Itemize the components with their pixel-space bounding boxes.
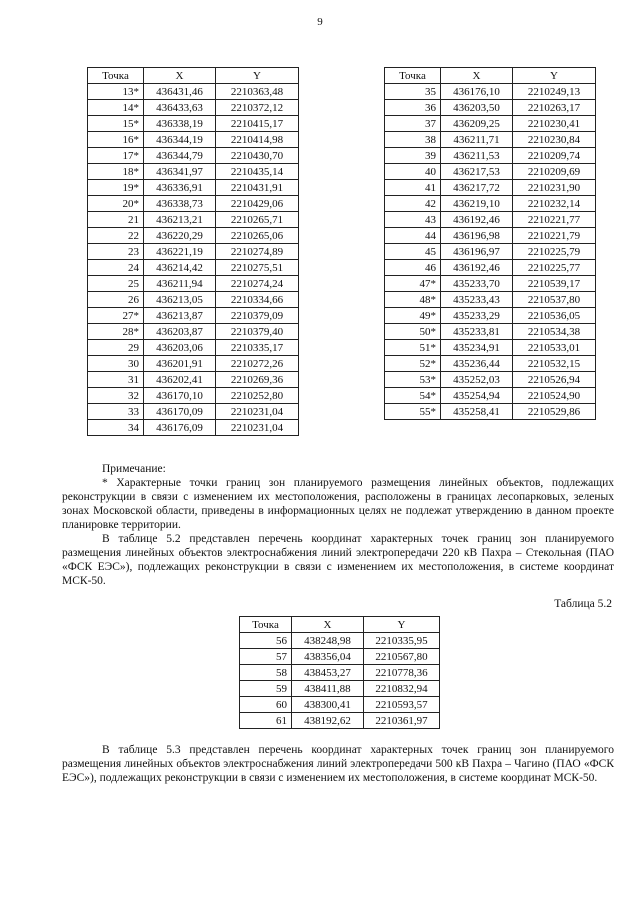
x-coordinate: 436203,06 (144, 340, 216, 356)
point-number: 60 (240, 697, 292, 713)
point-number: 50* (385, 324, 441, 340)
header-x: X (441, 68, 513, 84)
y-coordinate: 2210431,91 (216, 180, 299, 196)
point-number: 15* (88, 116, 144, 132)
point-number: 44 (385, 228, 441, 244)
x-coordinate: 436336,91 (144, 180, 216, 196)
x-coordinate: 436203,87 (144, 324, 216, 340)
table-header-row (240, 617, 440, 633)
point-number: 36 (385, 100, 441, 116)
point-number: 46 (385, 260, 441, 276)
y-coordinate: 2210539,17 (513, 276, 596, 292)
header-y: Y (513, 68, 596, 84)
table-row (385, 404, 596, 420)
y-coordinate: 2210274,89 (216, 244, 299, 260)
y-coordinate: 2210529,86 (513, 404, 596, 420)
y-coordinate: 2210526,94 (513, 372, 596, 388)
point-number: 40 (385, 164, 441, 180)
header-x: X (292, 617, 364, 633)
x-coordinate: 435234,91 (441, 340, 513, 356)
y-coordinate: 2210265,06 (216, 228, 299, 244)
table-row (88, 308, 299, 324)
paragraph-table-5-3: В таблице 5.3 представлен перечень координат характерных точек границ зон планируемого размещения линейных объектов электроснабжения линий электропередачи 500 кВ Пахра – Чагино (ПАО «ФСК ЕЭС»), подлежащих реконструкции в связи с изменением их местоположения, в системе координат МСК-50. (62, 744, 614, 784)
y-coordinate: 2210232,14 (513, 196, 596, 212)
table-row (88, 164, 299, 180)
y-coordinate: 2210524,90 (513, 388, 596, 404)
y-coordinate: 2210335,95 (364, 633, 440, 649)
y-coordinate: 2210372,12 (216, 100, 299, 116)
point-number: 33 (88, 404, 144, 420)
point-number: 28* (88, 324, 144, 340)
x-coordinate: 436211,94 (144, 276, 216, 292)
x-coordinate: 436209,25 (441, 116, 513, 132)
table-row (385, 100, 596, 116)
table-row (88, 292, 299, 308)
y-coordinate: 2210832,94 (364, 681, 440, 697)
y-coordinate: 2210230,84 (513, 132, 596, 148)
table-row (240, 633, 440, 649)
note-section (62, 462, 614, 588)
point-number: 49* (385, 308, 441, 324)
table-row (240, 713, 440, 729)
x-coordinate: 435252,03 (441, 372, 513, 388)
point-number: 19* (88, 180, 144, 196)
point-number: 24 (88, 260, 144, 276)
table-5-2-caption: Таблица 5.2 (554, 598, 612, 610)
table-row (88, 324, 299, 340)
x-coordinate: 436213,21 (144, 212, 216, 228)
table-row (385, 388, 596, 404)
x-coordinate: 436192,46 (441, 260, 513, 276)
y-coordinate: 2210225,79 (513, 244, 596, 260)
table-row (88, 388, 299, 404)
y-coordinate: 2210209,74 (513, 148, 596, 164)
point-number: 27* (88, 308, 144, 324)
y-coordinate: 2210379,40 (216, 324, 299, 340)
y-coordinate: 2210334,66 (216, 292, 299, 308)
table-row (88, 228, 299, 244)
y-coordinate: 2210221,77 (513, 212, 596, 228)
coordinates-table-left (87, 67, 299, 436)
point-number: 54* (385, 388, 441, 404)
table-row (88, 100, 299, 116)
table-row (88, 372, 299, 388)
y-coordinate: 2210231,04 (216, 420, 299, 436)
point-number: 38 (385, 132, 441, 148)
y-coordinate: 2210252,80 (216, 388, 299, 404)
point-number: 56 (240, 633, 292, 649)
y-coordinate: 2210269,36 (216, 372, 299, 388)
y-coordinate: 2210536,05 (513, 308, 596, 324)
x-coordinate: 436211,53 (441, 148, 513, 164)
table-row (88, 356, 299, 372)
table-row (385, 356, 596, 372)
table-row (88, 340, 299, 356)
point-number: 51* (385, 340, 441, 356)
x-coordinate: 438192,62 (292, 713, 364, 729)
x-coordinate: 436344,79 (144, 148, 216, 164)
x-coordinate: 435233,70 (441, 276, 513, 292)
table-row (385, 276, 596, 292)
table-header-row (385, 68, 596, 84)
y-coordinate: 2210534,38 (513, 324, 596, 340)
y-coordinate: 2210263,17 (513, 100, 596, 116)
y-coordinate: 2210567,80 (364, 649, 440, 665)
table-row (385, 244, 596, 260)
point-number: 42 (385, 196, 441, 212)
y-coordinate: 2210231,90 (513, 180, 596, 196)
x-coordinate: 436211,71 (441, 132, 513, 148)
table-row (240, 649, 440, 665)
table-row (88, 180, 299, 196)
x-coordinate: 438356,04 (292, 649, 364, 665)
point-number: 14* (88, 100, 144, 116)
x-coordinate: 435254,94 (441, 388, 513, 404)
paragraph-5-3-section (62, 743, 614, 785)
x-coordinate: 438248,98 (292, 633, 364, 649)
paragraph-table-5-2: В таблице 5.2 представлен перечень координат характерных точек границ зон планируемого размещения линейных объектов электроснабжения линий электропередачи 220 кВ Пахра – Стекольная (ПАО «ФСК ЕЭС»), подлежащих реконструкции в связи с изменением их местоположения, в системе координат МСК-50. (62, 533, 614, 587)
header-x: X (144, 68, 216, 84)
coordinates-table-right (384, 67, 596, 420)
table-row (385, 84, 596, 100)
table-header-row (88, 68, 299, 84)
note-text: * Характерные точки границ зон планируемого размещения линейных объектов, подлежащих реконструкции в связи с изменением их местоположения, расположены в границах лесопарковых, зеленых зонах Московской области, приведены в информационных целях не подлежат утверждению в данном проекте планировке территории. (62, 477, 614, 531)
y-coordinate: 2210230,41 (513, 116, 596, 132)
y-coordinate: 2210537,80 (513, 292, 596, 308)
x-coordinate: 436214,42 (144, 260, 216, 276)
x-coordinate: 436338,19 (144, 116, 216, 132)
coordinates-table-5-2 (239, 616, 440, 729)
y-coordinate: 2210533,01 (513, 340, 596, 356)
x-coordinate: 436219,10 (441, 196, 513, 212)
header-y: Y (216, 68, 299, 84)
table-row (385, 324, 596, 340)
point-number: 59 (240, 681, 292, 697)
table-row (88, 148, 299, 164)
y-coordinate: 2210335,17 (216, 340, 299, 356)
point-number: 29 (88, 340, 144, 356)
x-coordinate: 438453,27 (292, 665, 364, 681)
x-coordinate: 435236,44 (441, 356, 513, 372)
point-number: 39 (385, 148, 441, 164)
point-number: 20* (88, 196, 144, 212)
y-coordinate: 2210361,97 (364, 713, 440, 729)
table-row (240, 697, 440, 713)
x-coordinate: 436202,41 (144, 372, 216, 388)
table-row (385, 308, 596, 324)
table-row (385, 132, 596, 148)
point-number: 47* (385, 276, 441, 292)
table-row (385, 372, 596, 388)
table-row (385, 148, 596, 164)
point-number: 17* (88, 148, 144, 164)
header-point: Точка (385, 68, 441, 84)
x-coordinate: 436176,09 (144, 420, 216, 436)
table-row (88, 260, 299, 276)
y-coordinate: 2210414,98 (216, 132, 299, 148)
table-row (385, 260, 596, 276)
point-number: 41 (385, 180, 441, 196)
table-row (385, 196, 596, 212)
table-row (385, 292, 596, 308)
table-row (240, 681, 440, 697)
x-coordinate: 436217,53 (441, 164, 513, 180)
point-number: 34 (88, 420, 144, 436)
point-number: 58 (240, 665, 292, 681)
x-coordinate: 438300,41 (292, 697, 364, 713)
table-row (385, 164, 596, 180)
header-point: Точка (240, 617, 292, 633)
y-coordinate: 2210429,06 (216, 196, 299, 212)
table-row (385, 116, 596, 132)
table-row (88, 212, 299, 228)
point-number: 16* (88, 132, 144, 148)
table-row (88, 196, 299, 212)
table-row (385, 228, 596, 244)
table-row (88, 404, 299, 420)
header-point: Точка (88, 68, 144, 84)
point-number: 57 (240, 649, 292, 665)
x-coordinate: 436170,09 (144, 404, 216, 420)
x-coordinate: 436201,91 (144, 356, 216, 372)
x-coordinate: 435233,29 (441, 308, 513, 324)
table-row (240, 665, 440, 681)
table-row (88, 132, 299, 148)
point-number: 55* (385, 404, 441, 420)
y-coordinate: 2210430,70 (216, 148, 299, 164)
table-row (88, 276, 299, 292)
x-coordinate: 436203,50 (441, 100, 513, 116)
x-coordinate: 436433,63 (144, 100, 216, 116)
x-coordinate: 436196,98 (441, 228, 513, 244)
table-row (385, 180, 596, 196)
point-number: 21 (88, 212, 144, 228)
y-coordinate: 2210435,14 (216, 164, 299, 180)
y-coordinate: 2210272,26 (216, 356, 299, 372)
x-coordinate: 435233,43 (441, 292, 513, 308)
x-coordinate: 436217,72 (441, 180, 513, 196)
page-number: 9 (317, 16, 323, 28)
point-number: 22 (88, 228, 144, 244)
y-coordinate: 2210415,17 (216, 116, 299, 132)
x-coordinate: 436344,19 (144, 132, 216, 148)
point-number: 31 (88, 372, 144, 388)
point-number: 13* (88, 84, 144, 100)
x-coordinate: 436338,73 (144, 196, 216, 212)
table-row (88, 244, 299, 260)
x-coordinate: 436170,10 (144, 388, 216, 404)
x-coordinate: 435233,81 (441, 324, 513, 340)
x-coordinate: 436196,97 (441, 244, 513, 260)
point-number: 53* (385, 372, 441, 388)
y-coordinate: 2210274,24 (216, 276, 299, 292)
x-coordinate: 436176,10 (441, 84, 513, 100)
x-coordinate: 436220,29 (144, 228, 216, 244)
header-y: Y (364, 617, 440, 633)
point-number: 37 (385, 116, 441, 132)
point-number: 35 (385, 84, 441, 100)
y-coordinate: 2210593,57 (364, 697, 440, 713)
point-number: 48* (385, 292, 441, 308)
table-row (88, 84, 299, 100)
y-coordinate: 2210363,48 (216, 84, 299, 100)
y-coordinate: 2210231,04 (216, 404, 299, 420)
point-number: 18* (88, 164, 144, 180)
y-coordinate: 2210225,77 (513, 260, 596, 276)
point-number: 32 (88, 388, 144, 404)
point-number: 26 (88, 292, 144, 308)
x-coordinate: 435258,41 (441, 404, 513, 420)
y-coordinate: 2210249,13 (513, 84, 596, 100)
point-number: 52* (385, 356, 441, 372)
point-number: 43 (385, 212, 441, 228)
point-number: 23 (88, 244, 144, 260)
x-coordinate: 436213,87 (144, 308, 216, 324)
table-row (385, 212, 596, 228)
x-coordinate: 436192,46 (441, 212, 513, 228)
y-coordinate: 2210275,51 (216, 260, 299, 276)
table-row (88, 116, 299, 132)
x-coordinate: 436221,19 (144, 244, 216, 260)
y-coordinate: 2210221,79 (513, 228, 596, 244)
note-title: Примечание: (102, 463, 166, 475)
point-number: 45 (385, 244, 441, 260)
y-coordinate: 2210209,69 (513, 164, 596, 180)
x-coordinate: 436213,05 (144, 292, 216, 308)
point-number: 30 (88, 356, 144, 372)
y-coordinate: 2210778,36 (364, 665, 440, 681)
y-coordinate: 2210379,09 (216, 308, 299, 324)
table-row (385, 340, 596, 356)
y-coordinate: 2210532,15 (513, 356, 596, 372)
x-coordinate: 436431,46 (144, 84, 216, 100)
point-number: 61 (240, 713, 292, 729)
point-number: 25 (88, 276, 144, 292)
x-coordinate: 436341,97 (144, 164, 216, 180)
x-coordinate: 438411,88 (292, 681, 364, 697)
table-row (88, 420, 299, 436)
y-coordinate: 2210265,71 (216, 212, 299, 228)
